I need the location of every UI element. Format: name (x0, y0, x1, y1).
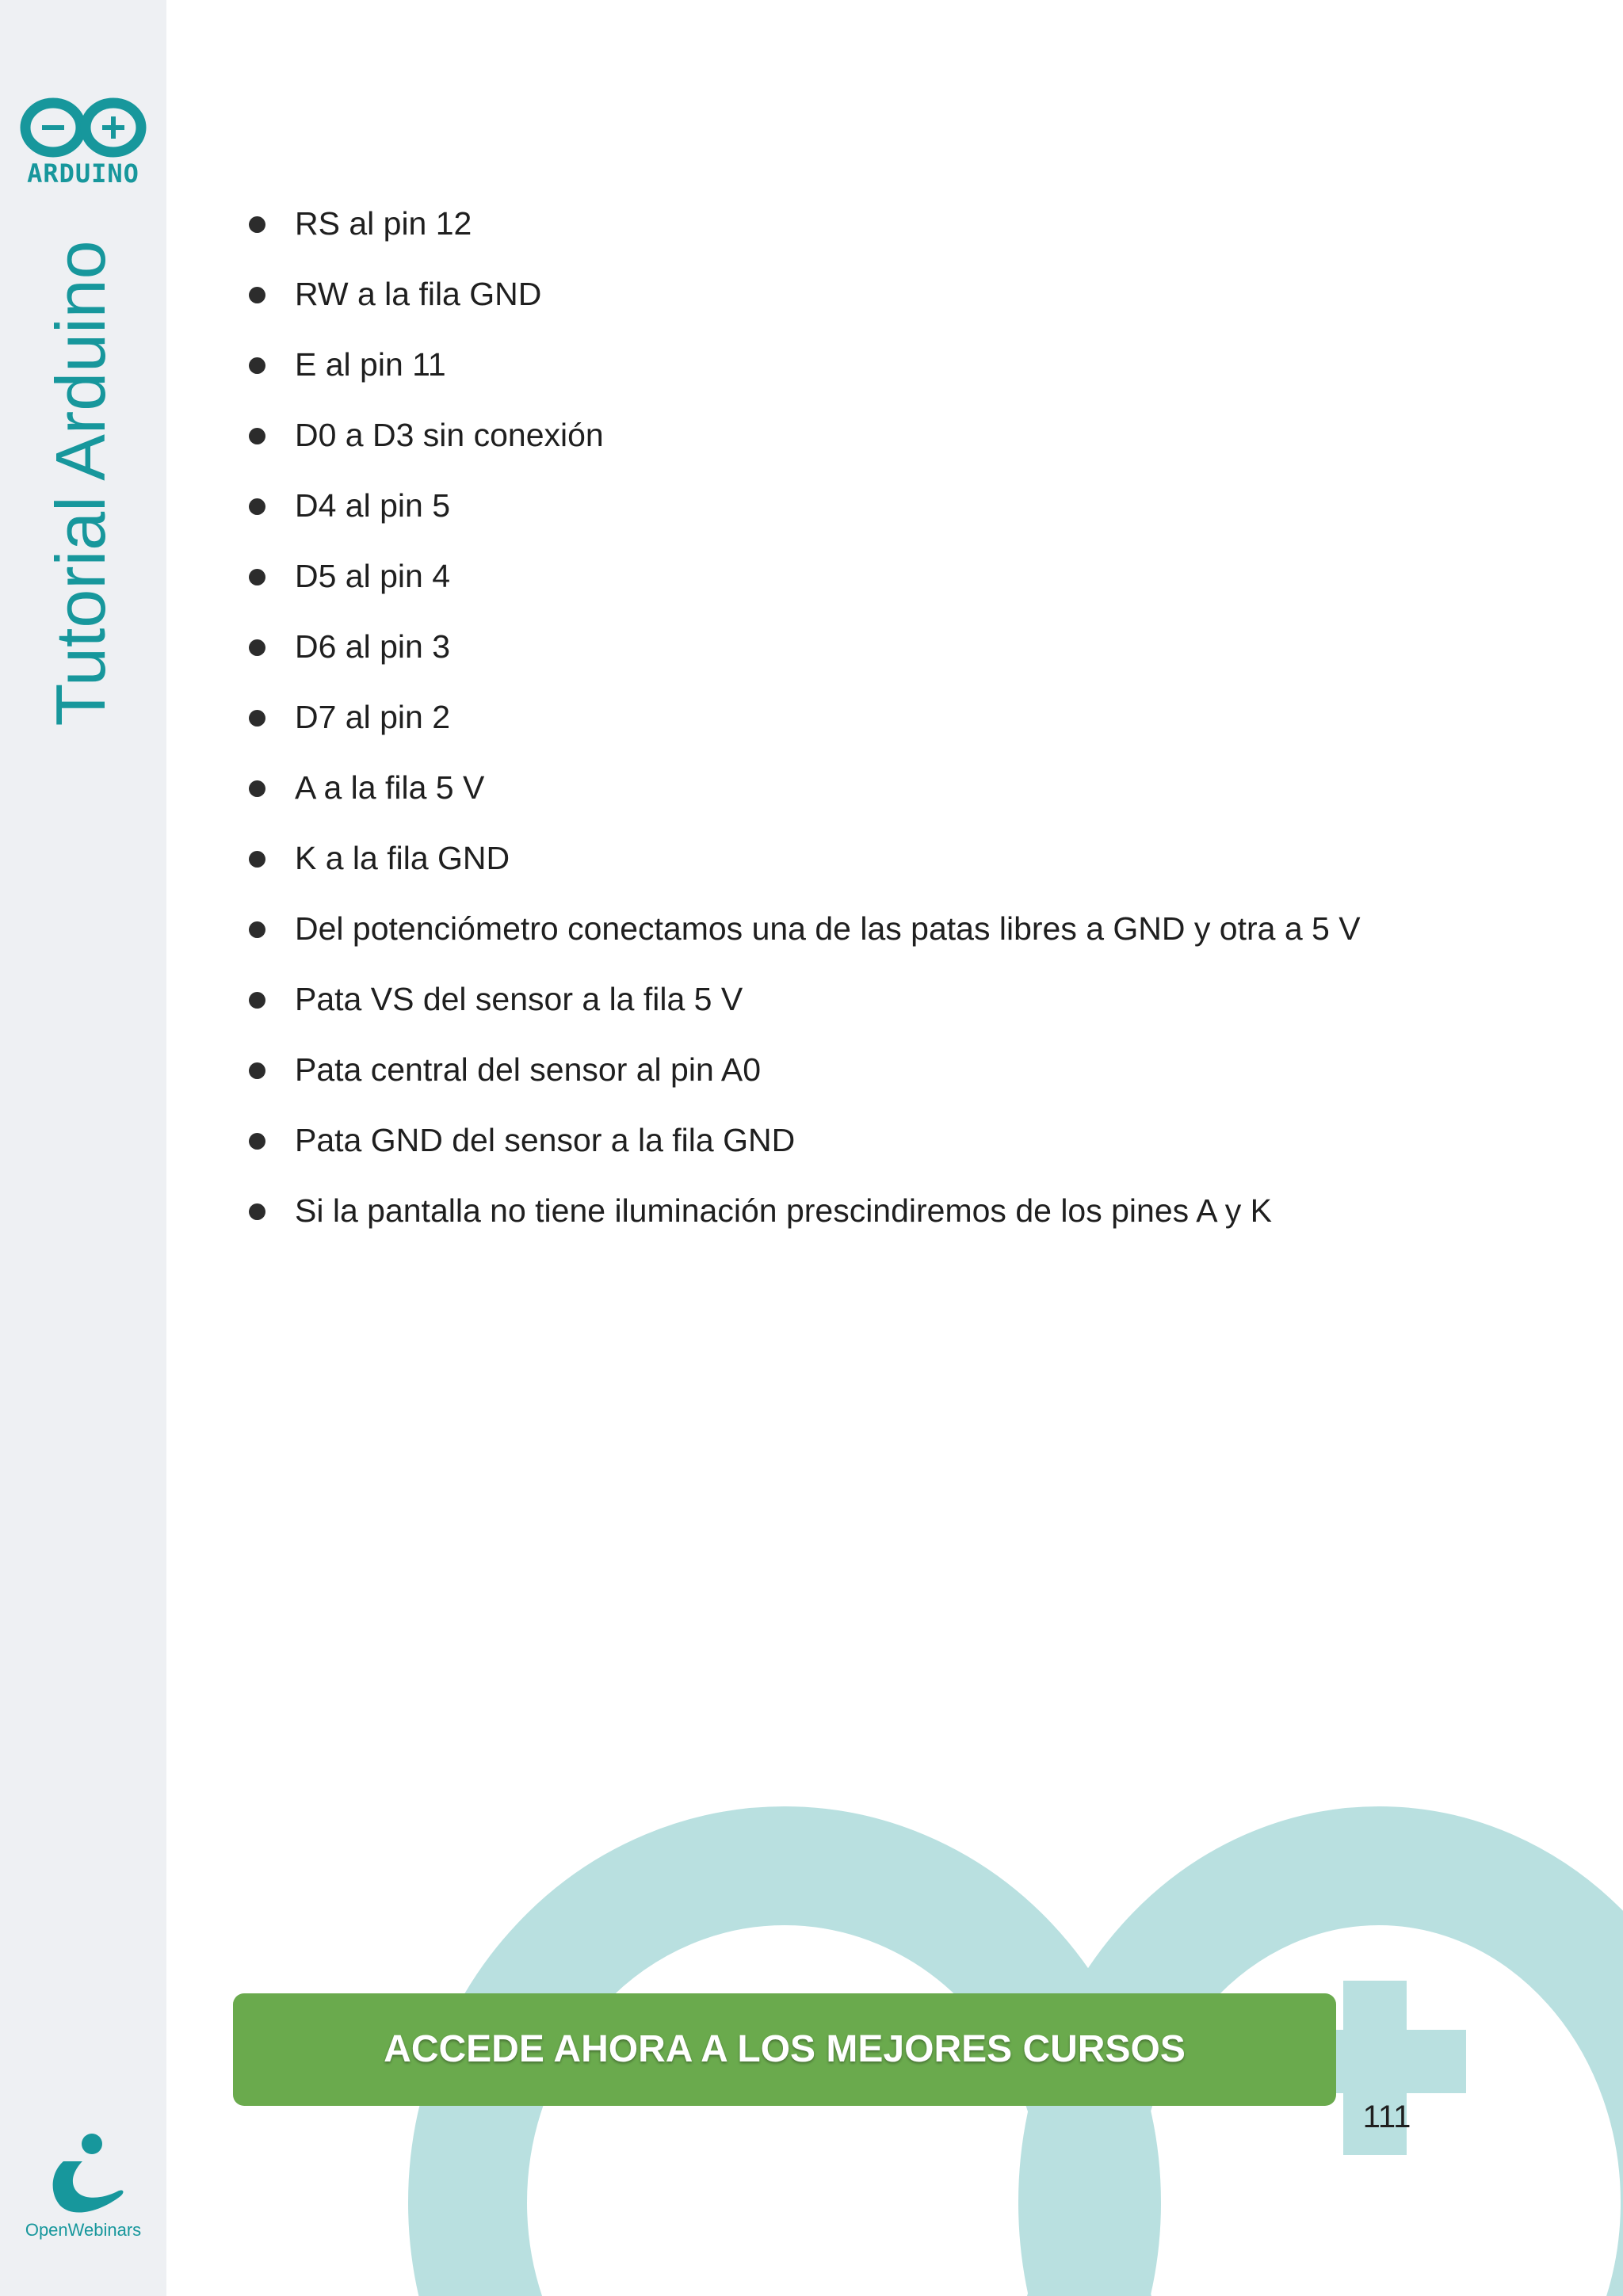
list-item-text: D6 al pin 3 (295, 628, 451, 665)
list-item (246, 410, 1361, 480)
bullet-dot (249, 639, 265, 656)
list-item-text: Pata GND del sensor a la fila GND (295, 1122, 796, 1158)
bullet-dot (249, 357, 265, 374)
list-item (246, 1115, 1361, 1185)
list-item-text: D5 al pin 4 (295, 558, 451, 594)
list-item-text: Si la pantalla no tiene iluminación prescindiremos de los pines A y K (295, 1192, 1272, 1229)
list-item-text: E al pin 11 (295, 346, 446, 383)
list-item (246, 551, 1361, 621)
list-item-text: A a la fila 5 V (295, 769, 485, 806)
bullet-dot (249, 780, 265, 797)
list-item (246, 692, 1361, 762)
list-item (246, 198, 1361, 269)
bullet-dot (249, 216, 265, 233)
list-item (246, 833, 1361, 903)
bullet-dot (249, 710, 265, 727)
list-item-text: Del potenciómetro conectamos una de las patas libres a GND y otra a 5 V (295, 910, 1361, 947)
list-item (246, 1044, 1361, 1115)
list-item (246, 1185, 1361, 1256)
list-item-text: D7 al pin 2 (295, 699, 451, 735)
bullet-dot (249, 1133, 265, 1150)
bullet-dot (249, 851, 265, 868)
page-number: 111 (1362, 2100, 1411, 2134)
list-item (246, 621, 1361, 692)
bullet-dot (249, 498, 265, 515)
vertical-title: Tutorial Arduino (41, 240, 120, 727)
bullet-dot (249, 428, 265, 444)
connection-list (246, 198, 1361, 1256)
list-item (246, 269, 1361, 339)
bullet-dot (249, 1203, 265, 1220)
list-item (246, 339, 1361, 410)
openwebinars-logo-text: OpenWebinars (25, 2220, 142, 2240)
list-item-text: RW a la fila GND (295, 276, 542, 312)
list-item (246, 903, 1361, 974)
cta-button[interactable]: ACCEDE AHORA A LOS MEJORES CURSOS (233, 1993, 1336, 2106)
list-item-text: RS al pin 12 (295, 205, 472, 242)
list-item-text: D4 al pin 5 (295, 487, 451, 524)
list-item-text: Pata VS del sensor a la fila 5 V (295, 981, 743, 1017)
list-item-text: K a la fila GND (295, 840, 510, 876)
bullet-dot (249, 992, 265, 1009)
list-item (246, 762, 1361, 833)
list-item (246, 480, 1361, 551)
bullet-dot (249, 921, 265, 938)
list-item (246, 974, 1361, 1044)
list-item-text: D0 a D3 sin conexión (295, 417, 604, 453)
list-item-text: Pata central del sensor al pin A0 (295, 1051, 762, 1088)
bullet-dot (249, 287, 265, 303)
bullet-dot (249, 1062, 265, 1079)
arduino-logo-text: ARDUINO (27, 158, 139, 189)
bullet-dot (249, 569, 265, 585)
